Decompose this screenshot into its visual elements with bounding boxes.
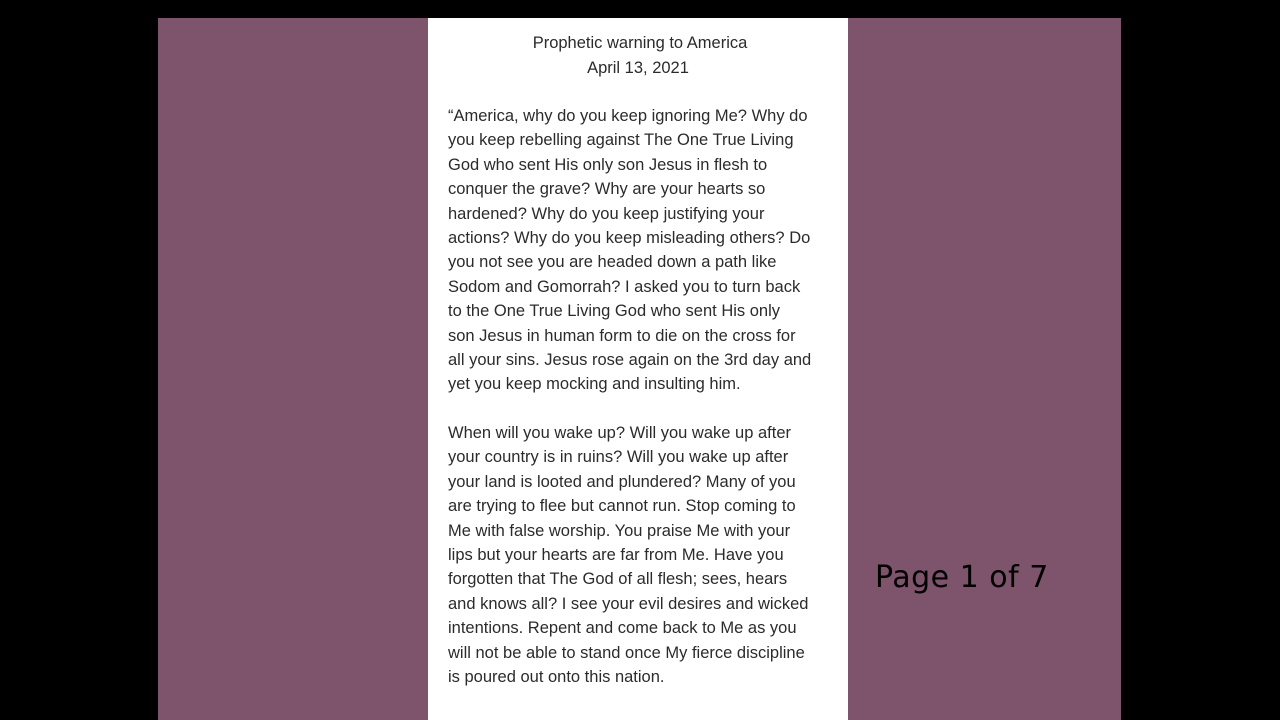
paragraph-line: lips but your hearts are far from Me. Have you [448, 545, 784, 564]
paragraph-line: and knows all? I see your evil desires and wicked [448, 594, 809, 613]
paragraph-line: hardened? Why do you keep justifying your [448, 204, 765, 223]
page-indicator: Page 1 of 7 [875, 560, 1049, 595]
paragraph-line: “America, why do you keep ignoring Me? Why do [448, 107, 808, 125]
paragraph-line: is poured out onto this nation. [448, 667, 665, 686]
paragraph-line: Sodom and Gomorrah? I asked you to turn back [448, 277, 801, 296]
paragraph-line: God who sent His only son Jesus in flesh to [448, 155, 768, 174]
paragraph-line: intentions. Repent and come back to Me as you [448, 619, 797, 638]
paragraph-line: will not be able to stand once My fierce discipline [448, 643, 805, 662]
paragraph-2 [448, 421, 828, 689]
paragraph-line: your land is looted and plundered? Many of you [448, 472, 796, 491]
paragraph-line: actions? Why do you keep misleading others? Do [448, 229, 811, 248]
paragraph-line: forgotten that The God of all flesh; sees, hears [448, 570, 788, 589]
paragraph-line: your country is in ruins? Will you wake up after [448, 448, 789, 467]
paragraph-line: yet you keep mocking and insulting him. [448, 375, 741, 394]
paragraph-line: When will you wake up? Will you wake up after [448, 423, 791, 442]
paragraph-line: conquer the grave? Why are your hearts so [448, 180, 766, 199]
paragraph-line: son Jesus in human form to die on the cross for [448, 326, 796, 345]
document-page [428, 18, 848, 720]
paragraph-line: all your sins. Jesus rose again on the 3rd day and [448, 351, 812, 370]
paragraph-line: you keep rebelling against The One True Living [448, 131, 794, 150]
document-date: April 13, 2021 [587, 58, 689, 77]
document-title: Prophetic warning to America [532, 34, 748, 52]
paragraph-line: to the One True Living God who sent His only [448, 302, 781, 321]
paragraph-1 [448, 104, 828, 397]
paragraph-line: are trying to flee but cannot run. Stop coming to [448, 497, 796, 516]
paragraph-line: Me with false worship. You praise Me with your [448, 521, 791, 540]
paragraph-line: you not see you are headed down a path like [448, 253, 777, 272]
